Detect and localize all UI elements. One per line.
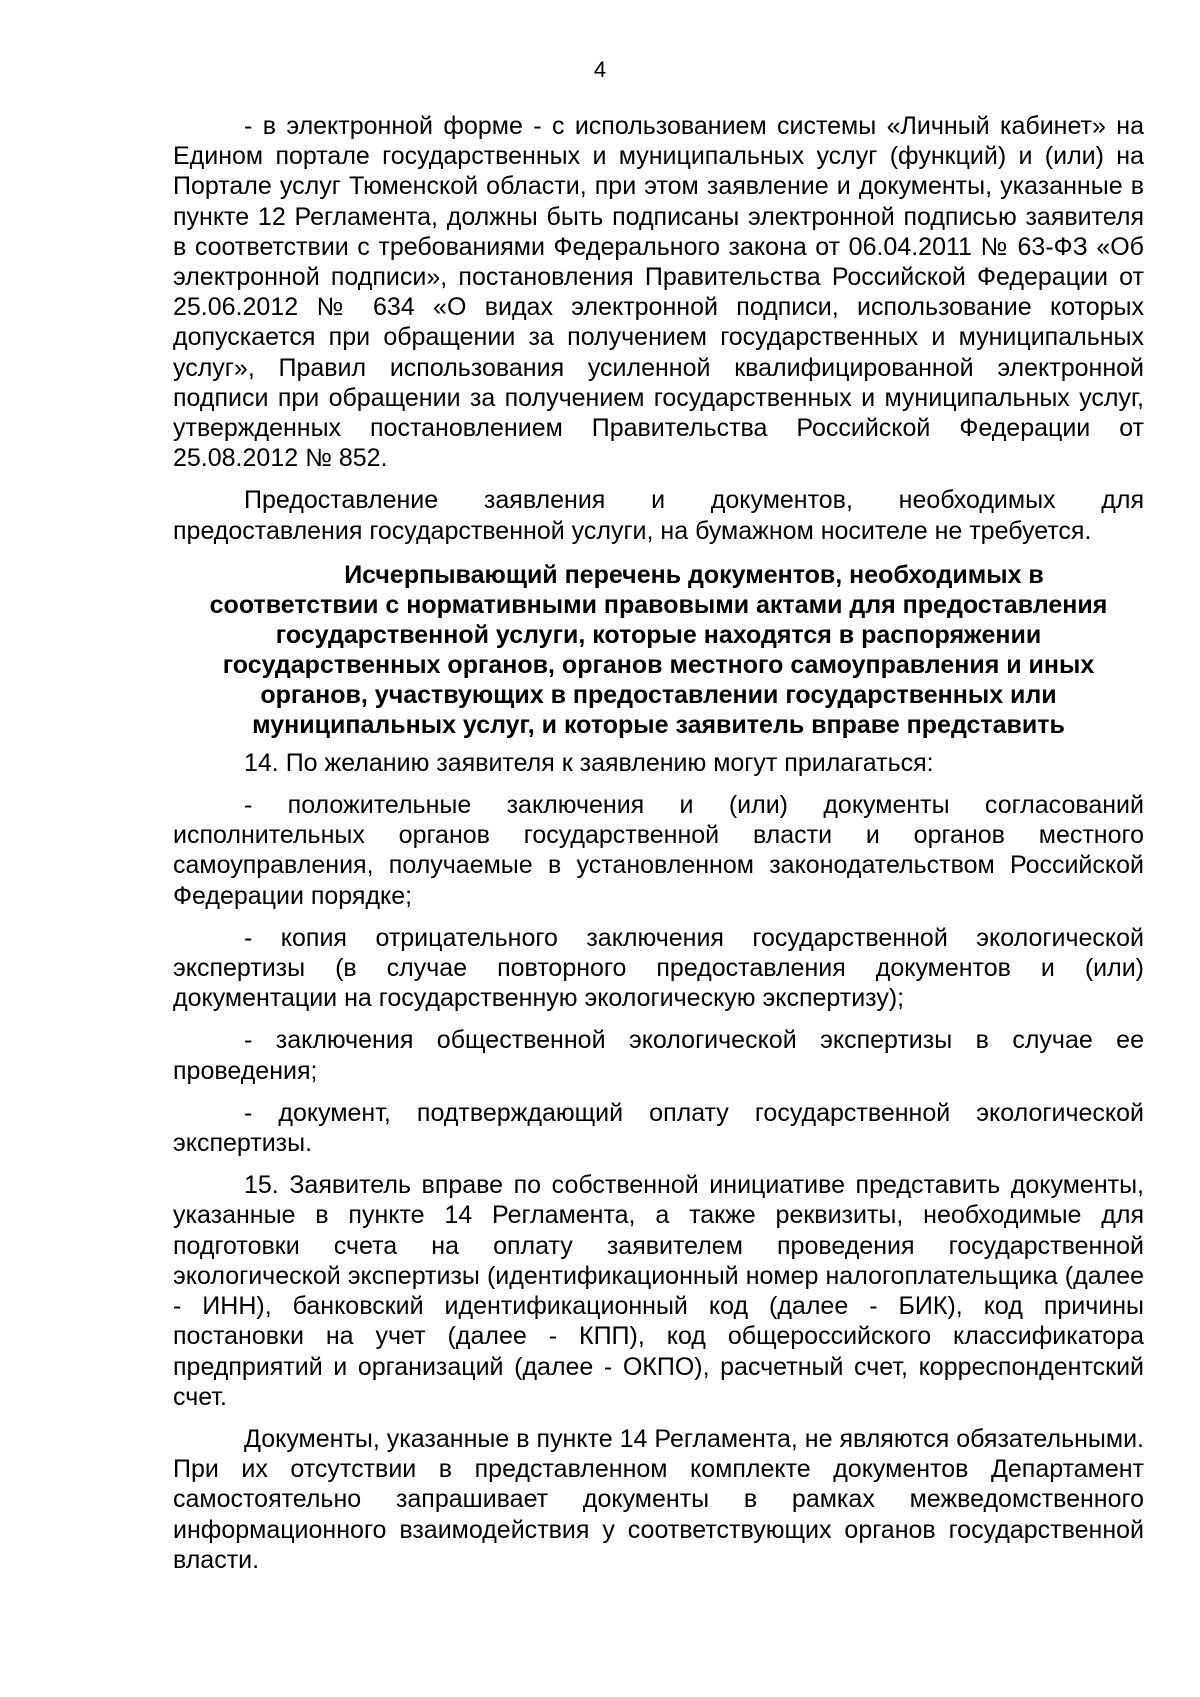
heading-line: государственных органов, органов местного самоуправления и иных	[222, 650, 1095, 679]
paragraph-item-15: 15. Заявитель вправе по собственной инициативе представить документы, указанные в пункте 14 Регламента, а также реквизиты, необходимые для подготовки счета на оплату заявителем проведения государственной экологической экспертизы (идентификационный номер налогоплательщика (далее - ИНН), банковский идентификационный код (далее - БИК), код причины постановки на учет (далее - КПП), код общероссийского классификатора предприятий и организаций (далее - ОКПО), расчетный счет, корреспондентский счет.	[173, 1171, 1144, 1411]
heading-line: соответствии с нормативными правовыми актами для предоставления	[209, 590, 1108, 619]
list-item-payment-document: - документ, подтверждающий оплату государственной экологической экспертизы.	[173, 1098, 1144, 1158]
heading-line: Исчерпывающий перечень документов, необходимых в	[344, 560, 1044, 589]
page-number: 4	[593, 57, 607, 82]
paragraph-paper-not-required: Предоставление заявления и документов, необходимых для предоставления государственной услуги, на бумажном носителе не требуется.	[173, 486, 1144, 545]
list-item-public-expertise: - заключения общественной экологической экспертизы в случае ее проведения;	[173, 1026, 1144, 1085]
heading-line: государственной услуги, которые находятся в распоряжении	[275, 620, 1042, 649]
paragraph-electronic-form: - в электронной форме - с использованием системы «Личный кабинет» на Едином портале государственных и муниципальных услуг (функций) и (или) на Портале услуг Тюменской области, при этом заявление и документы, указанные в пункте 12 Регламента, должны быть подписаны электронной подписью заявителя в соответствии с требованиями Федерального закона от 06.04.2011 № 63-ФЗ «Об электронной подписи», постановления Правительства Российской Федерации от 25.06.2012 № 634 «О видах электронной подписи, использование которых допускается при обращении за получением государственных и муниципальных услуг», Правил использования усиленной квалифицированной электронной подписи при обращении за получением государственных и муниципальных услуг, утвержденных постановлением Правительства Российской Федерации от 25.08.2012 № 852.	[173, 112, 1144, 473]
document-body	[173, 111, 1144, 1575]
paragraph-documents-not-mandatory: Документы, указанные в пункте 14 Регламента, не являются обязательными. При их отсутствии в представленном комплекте документов Департамент самостоятельно запрашивает документы в рамках межведомственного информационного взаимодействия у соответствующих органов государственной власти.	[173, 1424, 1144, 1574]
section-heading	[173, 560, 1144, 740]
heading-line: органов, участвующих в предоставлении государственных или	[260, 680, 1057, 709]
heading-line: муниципальных услуг, и которые заявитель вправе представить	[252, 710, 1065, 739]
paragraph-item-14: 14. По желанию заявителя к заявлению могут прилагаться:	[244, 748, 934, 777]
list-item-positive-conclusions: - положительные заключения и (или) документы согласований исполнительных органов государственной власти и органов местного самоуправления, получаемые в установленном законодательством Российской Федерации порядке;	[173, 791, 1144, 910]
list-item-negative-conclusion-copy: - копия отрицательного заключения государственной экологической экспертизы (в случае повторного предоставления документов и (или) документации на государственную экологическую экспертизу);	[173, 923, 1144, 1013]
